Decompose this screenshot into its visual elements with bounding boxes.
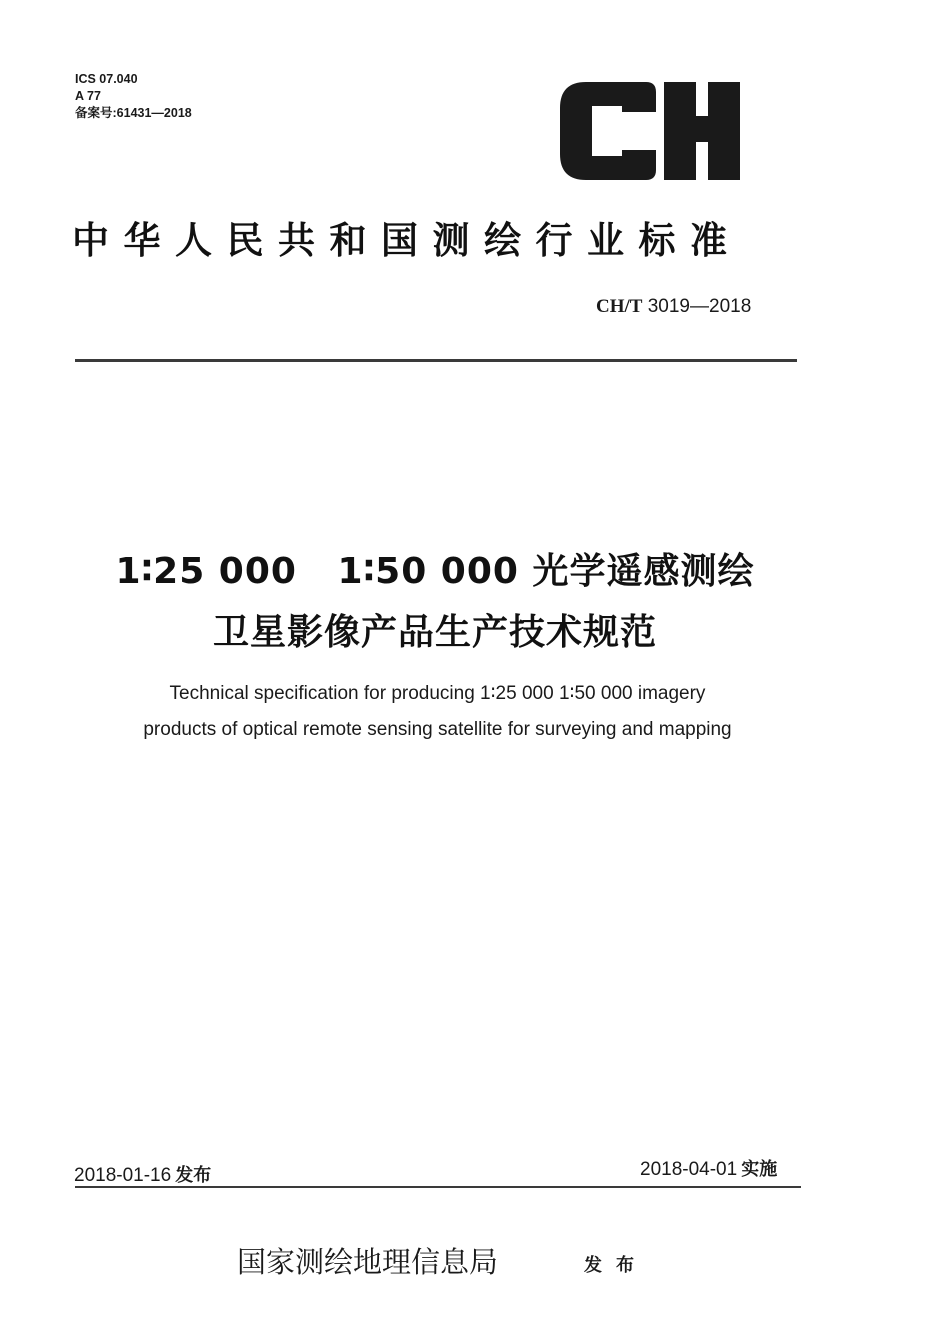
top-divider [75, 359, 797, 362]
standard-number: 3019—2018 [647, 296, 752, 317]
title-en-line2: products of optical remote sensing satellite for surveying and mapping [143, 719, 732, 740]
issue-date [74, 1161, 211, 1187]
title-en-line1: Technical specification for producing 1∶25 000 1∶50 000 imagery [169, 683, 706, 704]
document-meta [75, 71, 192, 122]
standard-prefix: CH/T [596, 296, 643, 317]
logo-letter-h [664, 82, 740, 180]
title-cn-line2: 卫星影像产品生产技术规范 [212, 612, 657, 653]
effective-date-label: 实施 [741, 1159, 778, 1180]
logo-letter-c [560, 82, 656, 180]
title-cn-line1: 1∶25 000 1∶50 000 光学遥感测绘 [115, 551, 755, 592]
publisher-name: 国家测绘地理信息局 [237, 1245, 499, 1279]
publish-verb: 发布 [584, 1255, 648, 1276]
ch-logo [556, 80, 742, 182]
effective-date [640, 1155, 777, 1181]
issue-date-label: 发布 [175, 1165, 212, 1186]
bottom-divider [75, 1186, 801, 1188]
category-code: A 77 [75, 89, 101, 103]
org-header: 中华人民共和国测绘行业标准 [72, 219, 742, 262]
effective-date-value: 2018-04-01 [640, 1159, 738, 1180]
issue-date-value: 2018-01-16 [74, 1165, 172, 1186]
standard-code [596, 296, 751, 318]
filing-number: 备案号:61431—2018 [75, 106, 192, 120]
ics-code: ICS 07.040 [75, 72, 138, 86]
